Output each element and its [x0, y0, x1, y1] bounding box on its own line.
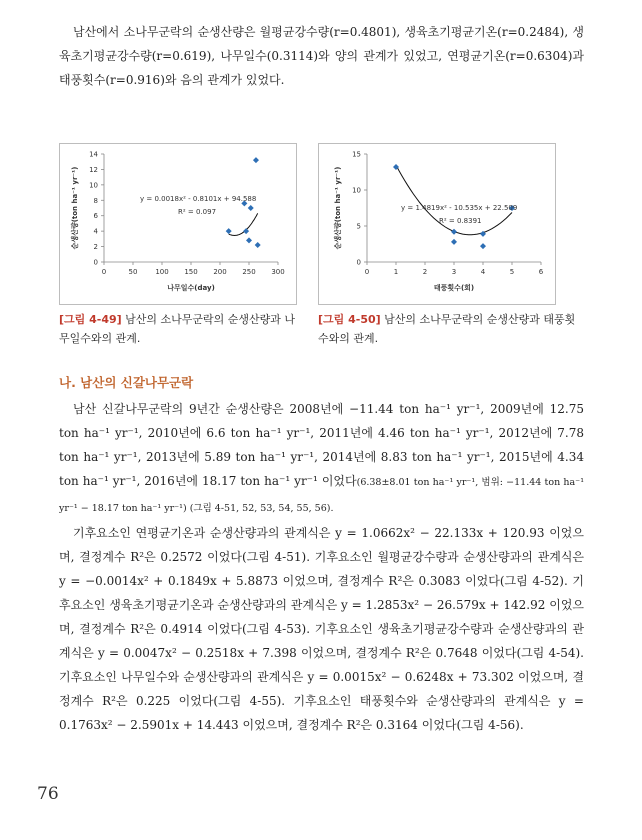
y-tick-label: 10	[89, 181, 98, 190]
x-tick-label: 2	[422, 268, 428, 276]
figure-4-49-caption-text: 남산의 소나무군락의 순생산량과 나무일수와의 관계.	[59, 313, 296, 345]
x-tick-label: 250	[242, 268, 256, 276]
x-tick-label: 6	[538, 268, 544, 276]
section-title: 나. 남산의 신갈나무군락	[59, 375, 194, 390]
y-axis-title: 순생산량(ton ha⁻¹ yr⁻¹)	[334, 166, 342, 250]
x-tick-label: 50	[128, 268, 138, 276]
trendline	[229, 213, 258, 235]
paragraph-2-note: (6.38±8.01 ton ha⁻¹ yr⁻¹, 범위: −11.44 ton ha⁻¹ yr⁻¹ − 18.17 ton ha⁻¹ yr⁻¹) (그림 4-51, 52, 53, 54, 55, 56).	[59, 477, 585, 514]
data-point	[246, 237, 252, 243]
y-tick-label: 6	[93, 212, 98, 221]
x-axis-title: 나무일수(day)	[167, 284, 215, 292]
intro-paragraph: 남산에서 소나무군락의 순생산량은 월평균강수량(r=0.4801), 생육초기평균기온(r=0.2484), 생육초기평균강수량(r=0.619), 나무일수(0.3114)와 양의 관계가 있었고, 연평균기온(r=0.6304)과 태풍횟수(r=0.916)와 음의 관계가 있었다.	[59, 25, 584, 87]
x-tick-label: 3	[451, 268, 457, 276]
data-point	[451, 229, 457, 235]
x-tick-label: 4	[480, 268, 486, 276]
y-tick-label: 0	[93, 258, 98, 267]
x-tick-label: 0	[364, 268, 370, 276]
y-tick-label: 12	[89, 165, 98, 174]
page-number: 76	[37, 784, 59, 804]
x-tick-label: 200	[213, 268, 227, 276]
y-tick-label: 8	[93, 196, 98, 205]
data-point	[480, 243, 486, 249]
figure-4-49-caption	[59, 310, 303, 348]
figure-4-49-chart	[59, 143, 297, 305]
data-point	[243, 228, 249, 234]
figure-4-50-caption	[318, 310, 580, 348]
trendline-equation: y = 1.4819x² - 10.535x + 22.509	[401, 204, 518, 212]
paragraph-2-body: 남산 신갈나무군락의 9년간 순생산량은 2008년에 −11.44 ton ha⁻¹ yr⁻¹, 2009년에 12.75 ton ha⁻¹ yr⁻¹, 2010년에 6.6 ton ha⁻¹ yr⁻¹, 2011년에 4.46 ton ha⁻¹ yr⁻¹, 2012년에 7.78 ton ha⁻¹ yr⁻¹, 2013년에 5.89 ton ha⁻¹ yr⁻¹, 2014년에 8.83 ton ha⁻¹ yr⁻¹, 2015년에 4.34 ton ha⁻¹ yr⁻¹, 2016년에 18.17 ton ha⁻¹ yr⁻¹ 이었다	[59, 402, 584, 488]
paragraph-2	[59, 397, 584, 521]
y-tick-label: 14	[89, 150, 98, 159]
y-tick-label: 4	[93, 227, 98, 236]
x-tick-label: 1	[393, 268, 399, 276]
data-point	[451, 239, 457, 245]
trendline-equation: y = 0.0018x² - 0.8101x + 94.588	[140, 195, 257, 203]
y-tick-label: 15	[352, 150, 361, 159]
figure-4-50-caption-text: 남산의 소나무군락의 순생산량과 태풍횟수와의 관계.	[318, 313, 576, 345]
x-tick-label: 150	[184, 268, 198, 276]
y-tick-label: 10	[352, 186, 361, 195]
y-tick-label: 2	[93, 243, 98, 252]
data-point	[226, 228, 232, 234]
y-tick-label: 0	[356, 258, 361, 267]
x-tick-label: 0	[101, 268, 107, 276]
figure-4-49-tag: [그림 4-49]	[59, 313, 122, 326]
data-point	[253, 157, 259, 163]
figure-4-50-tag: [그림 4-50]	[318, 313, 381, 326]
x-tick-label: 300	[271, 268, 285, 276]
x-axis-title: 태풍횟수(회)	[433, 284, 475, 292]
r-squared-label: R² = 0.097	[178, 208, 217, 216]
y-axis-title: 순생산량(ton ha⁻¹ yr⁻¹)	[71, 166, 79, 250]
figure-4-50-chart	[318, 143, 556, 305]
data-point	[248, 205, 254, 211]
x-tick-label: 5	[509, 268, 515, 276]
r-squared-label: R² = 0.8391	[439, 217, 482, 225]
x-tick-label: 100	[155, 268, 169, 276]
data-point	[255, 242, 261, 248]
paragraph-3: 기후요소인 연평균기온과 순생산량과의 관계식은 y = 1.0662x² − 22.133x + 120.93 이었으며, 결정계수 R²은 0.2572 이었다(그림 4-51). 기후요소인 월평균강수량과 순생산량과의 관계식은 y = −0.0014x² + 0.1849x + 5.8873 이었으며, 결정계수 R²은 0.3083 이었다(그림 4-52). 기후요소인 생육초기평균기온과 순생산량과의 관계식은 y = 1.2853x² − 26.579x + 142.92 이었으며, 결정계수 R²은 0.4914 이었다(그림 4-53). 기후요소인 생육초기평균강수량과 순생산량과의 관계식은 y = 0.0047x² − 0.2518x + 7.398 이었으며, 결정계수 R²은 0.7648 이었다(그림 4-54). 기후요소인 나무일수와 순생산량과의 관계식은 y = 0.0015x² − 0.6248x + 73.302 이었으며, 결정계수 R²은 0.225 이었다(그림 4-55). 기후요소인 태풍횟수와 순생산량과의 관계식은 y = 0.1763x² − 2.5901x + 14.443 이었으며, 결정계수 R²은 0.3164 이었다(그림 4-56).	[59, 526, 584, 732]
y-tick-label: 5	[356, 222, 361, 231]
